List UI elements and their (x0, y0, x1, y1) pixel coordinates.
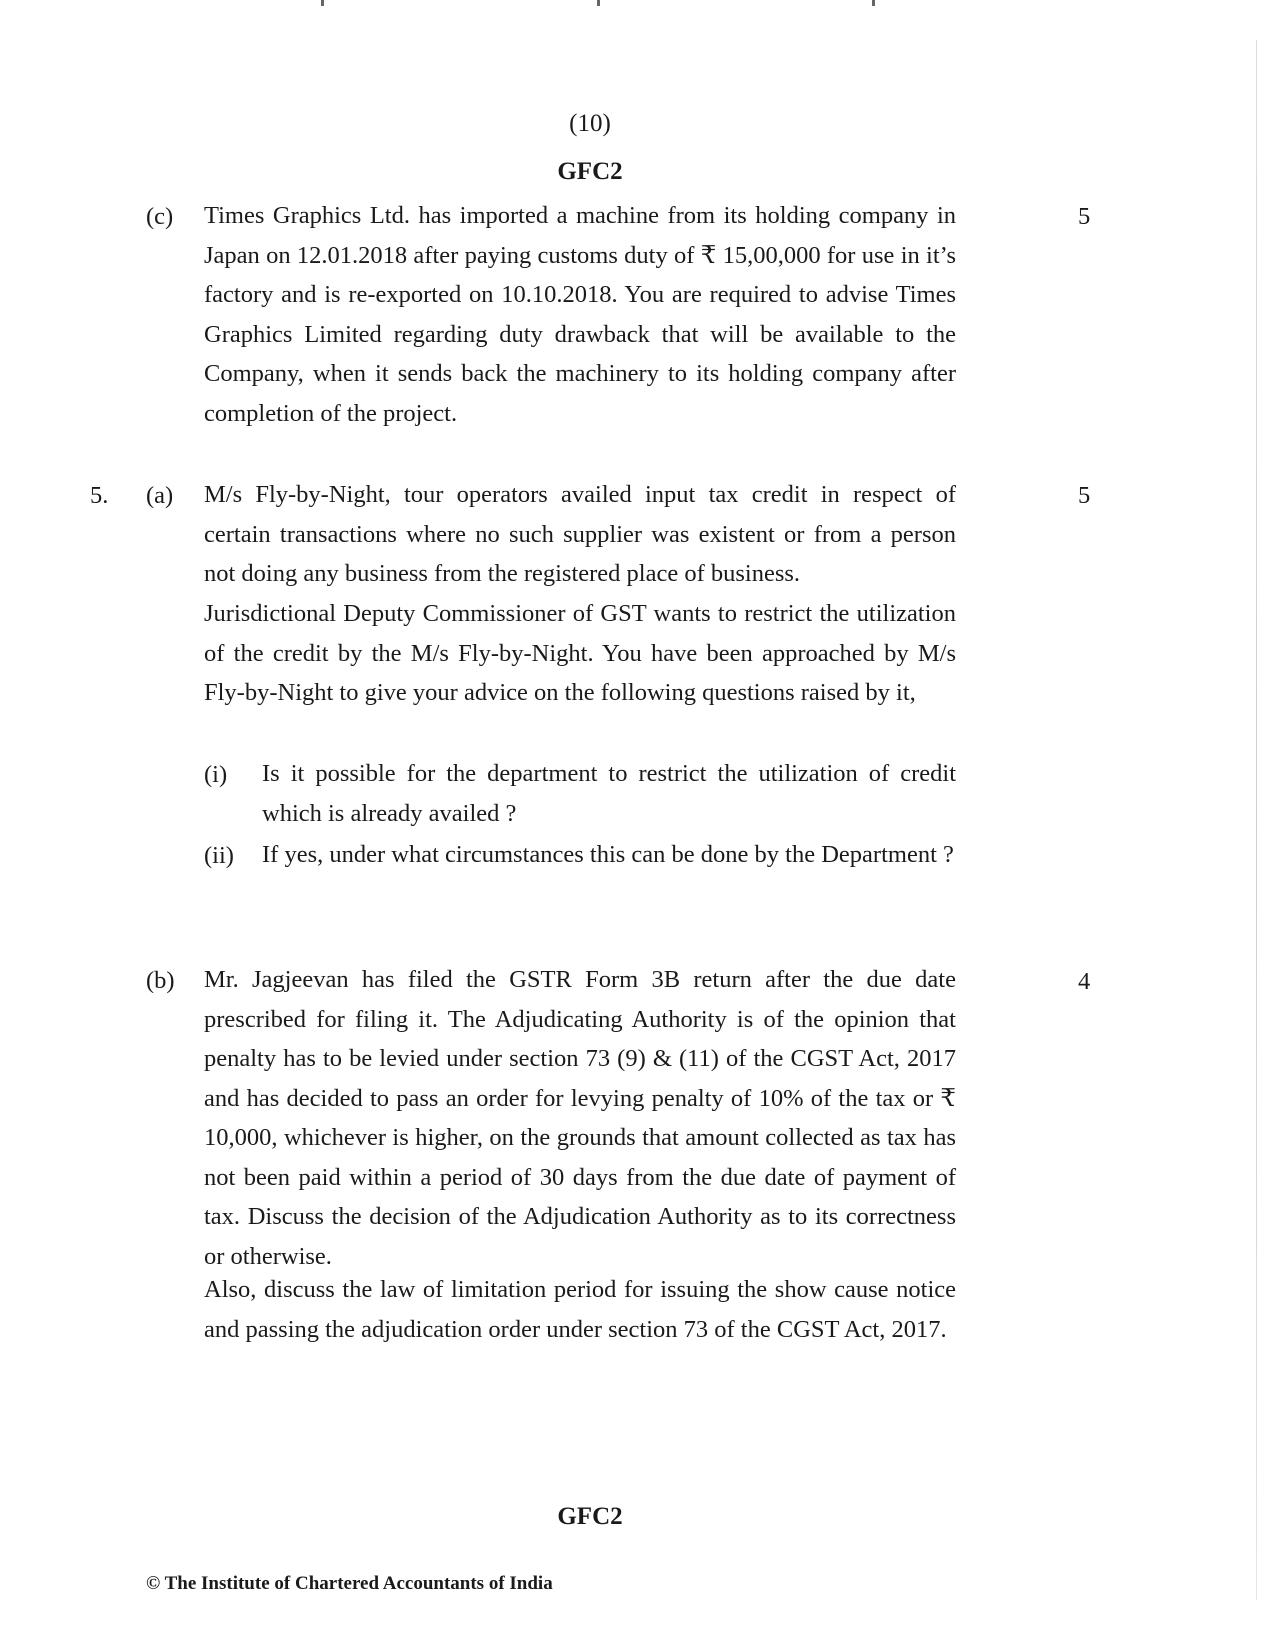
question-number: 5. (90, 482, 109, 509)
scan-mark (872, 0, 875, 6)
question-label: (c) (146, 203, 174, 230)
sub-question-label: (i) (204, 761, 228, 788)
marks: 4 (1078, 968, 1091, 995)
copyright-notice: © The Institute of Chartered Accountants of India (146, 1573, 553, 1594)
scan-mark (321, 0, 324, 6)
question-text: Mr. Jagjeevan has filed the GSTR Form 3B return after the due date prescribed for filing it. The Adjudicating Authority is of the opinion that penalty has to be levied under section 73 (9) & (11) of the CGST Act, 2017 and has decided to pass an order for levying penalty of 10% of the tax or ₹ 10,000, whichever is higher, on the grounds that amount collected as tax has not been paid within a period of 30 days from the due date of payment of tax. Discuss the decision of the Adjudication Authority as to its correctness or otherwise. (204, 966, 956, 1270)
page-number: (10) (569, 110, 611, 137)
sub-question-text: If yes, under what circumstances this can be done by the Department ? (262, 841, 954, 868)
question-text: M/s Fly-by-Night, tour operators availed input tax credit in respect of certain transactions where no such supplier was existent or from a person not doing any business from the registered place of business. (204, 481, 956, 587)
scan-mark (597, 0, 600, 6)
paper-code-header: GFC2 (557, 158, 623, 185)
question-text: Jurisdictional Deputy Commissioner of GST wants to restrict the utilization of the credit by the M/s Fly-by-Night. You have been approached by M/s Fly-by-Night to give your advice on the following questions raised by it, (204, 600, 956, 706)
question-label: (a) (146, 482, 174, 509)
scan-edge (1256, 40, 1257, 1600)
paper-code-footer: GFC2 (557, 1503, 623, 1530)
question-label: (b) (146, 967, 175, 994)
sub-question-text: Is it possible for the department to restrict the utilization of credit which is already availed ? (262, 760, 956, 827)
marks: 5 (1078, 482, 1091, 509)
question-text: Also, discuss the law of limitation period for issuing the show cause notice and passing the adjudication order under section 73 of the CGST Act, 2017. (204, 1276, 956, 1343)
question-text: Times Graphics Ltd. has imported a machine from its holding company in Japan on 12.01.2018 after paying customs duty of ₹ 15,00,000 for use in it’s factory and is re-exported on 10.10.2018. You are required to advise Times Graphics Limited regarding duty drawback that will be available to the Company, when it sends back the machinery to its holding company after completion of the project. (204, 202, 956, 427)
marks: 5 (1078, 203, 1091, 230)
sub-question-label: (ii) (204, 842, 234, 869)
